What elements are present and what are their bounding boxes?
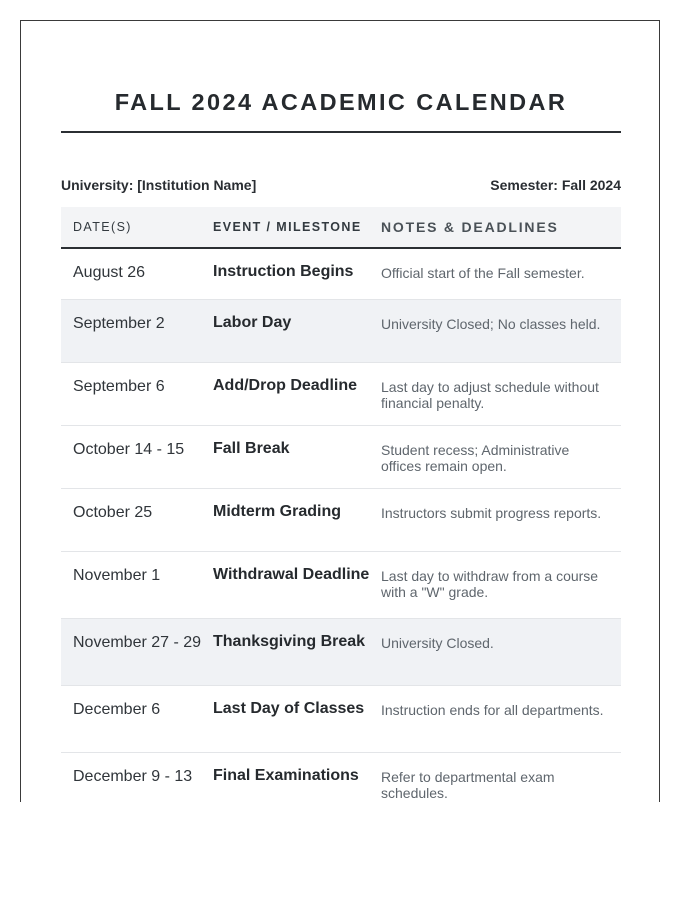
- column-header-notes: NOTES & DEADLINES: [381, 219, 559, 235]
- notes-cell: University Closed.: [381, 635, 494, 651]
- notes-cell: Last day to adjust schedule without financial penalty.: [381, 379, 599, 411]
- notes-cell: Student recess; Administrative offices remain open.: [381, 442, 570, 474]
- calendar-table: [61, 207, 621, 802]
- table-row: [61, 489, 621, 552]
- table-row: [61, 753, 621, 802]
- notes-cell: University Closed; No classes held.: [381, 316, 601, 332]
- date-cell: October 14 - 15: [73, 441, 185, 458]
- date-cell: September 2: [73, 315, 165, 332]
- event-cell: Instruction Begins: [213, 263, 354, 280]
- semester-label: Semester: Fall 2024: [490, 177, 621, 193]
- table-row: [61, 363, 621, 426]
- date-cell: December 6: [73, 701, 161, 718]
- notes-cell: Instructors submit progress reports.: [381, 505, 602, 521]
- event-cell: Add/Drop Deadline: [213, 377, 358, 394]
- event-cell: Withdrawal Deadline: [213, 566, 370, 583]
- date-cell: October 25: [73, 504, 153, 521]
- university-label: University: [Institution Name]: [61, 177, 257, 193]
- event-cell: Midterm Grading: [213, 503, 342, 520]
- notes-cell: Last day to withdraw from a course with a "W" grade.: [381, 568, 599, 600]
- table-row: [61, 552, 621, 619]
- table-row: [61, 300, 621, 363]
- notes-cell: Instruction ends for all departments.: [381, 702, 604, 718]
- table-header: [61, 207, 621, 249]
- date-cell: August 26: [73, 264, 146, 281]
- column-header-event: EVENT / MILESTONE: [213, 220, 362, 234]
- event-cell: Labor Day: [213, 314, 292, 331]
- notes-cell: Official start of the Fall semester.: [381, 265, 585, 281]
- notes-cell: Refer to departmental exam schedules.: [381, 769, 555, 801]
- table-row: [61, 686, 621, 753]
- date-cell: November 27 - 29: [73, 634, 202, 651]
- calendar-page: [20, 20, 660, 802]
- table-row: [61, 249, 621, 300]
- date-cell: December 9 - 13: [73, 768, 193, 785]
- column-header-dates: DATE(S): [73, 220, 132, 234]
- event-cell: Thanksgiving Break: [213, 633, 366, 650]
- document-meta: [61, 176, 621, 194]
- table-row: [61, 619, 621, 686]
- event-cell: Last Day of Classes: [213, 700, 365, 717]
- date-cell: September 6: [73, 378, 165, 395]
- page-title: FALL 2024 ACADEMIC CALENDAR: [114, 89, 568, 115]
- table-row: [61, 426, 621, 489]
- event-cell: Final Examinations: [213, 767, 359, 784]
- date-cell: November 1: [73, 567, 161, 584]
- title-divider: [61, 131, 621, 133]
- event-cell: Fall Break: [213, 440, 290, 457]
- page-content: [61, 21, 621, 802]
